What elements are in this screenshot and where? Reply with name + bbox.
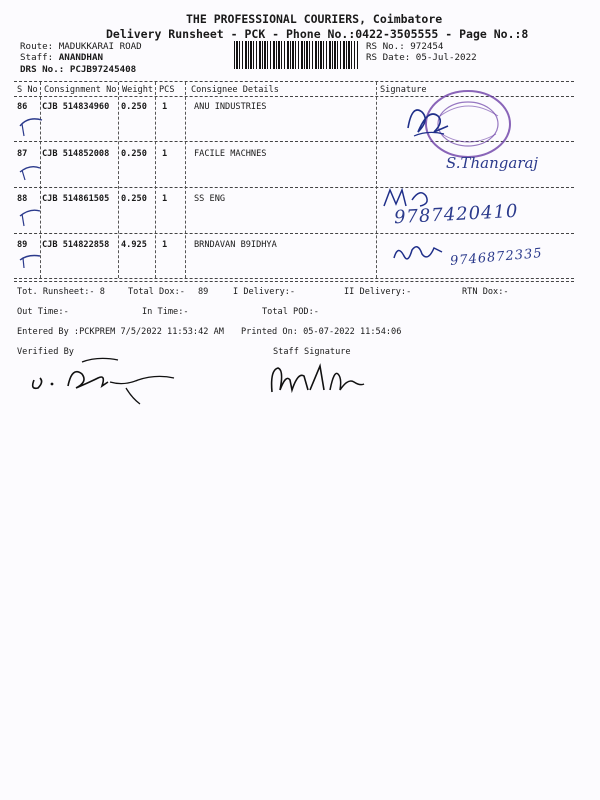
row-pcs: 1: [162, 102, 168, 112]
i-delivery: I Delivery:-: [233, 287, 296, 297]
rs-date: RS Date: 05-Jul-2022: [366, 52, 477, 63]
row-pcs: 1: [162, 240, 168, 250]
total-dox-label: Total Dox:-: [128, 287, 185, 297]
row-consignee: BRNDAVAN B9IDHYA: [194, 240, 277, 250]
verifier-signature: [28, 352, 178, 408]
divider: [14, 281, 574, 282]
column-separator: [118, 82, 119, 278]
column-separator: [155, 82, 156, 278]
col-header-weight: Weight: [122, 85, 154, 95]
staff-value: ANANDHAN: [58, 52, 104, 63]
rtn-dox: RTN Dox:-: [462, 287, 509, 297]
drs-label: DRS No.:: [20, 64, 65, 75]
verified-by-label: Verified By: [17, 347, 74, 357]
column-separator: [376, 82, 377, 278]
staff-signature-image: [268, 360, 378, 400]
row-weight: 0.250: [121, 102, 147, 112]
handwritten-name: S.Thangaraj: [446, 154, 539, 172]
handwritten-ticks: [18, 110, 48, 270]
row-sno: 86: [17, 102, 28, 112]
divider: [14, 278, 574, 279]
runsheet-subtitle: Delivery Runsheet - PCK - Phone No.:0422-3505555 - Page No.:8: [106, 27, 529, 41]
row-sno: 88: [17, 194, 28, 204]
row-weight: 4.925: [121, 240, 147, 250]
staff-row: [20, 52, 103, 63]
printed-on: Printed On: 05-07-2022 11:54:06: [241, 327, 402, 337]
out-time: Out Time:-: [17, 307, 69, 317]
row-consignment: CJB 514861505: [42, 194, 110, 204]
divider: [14, 233, 574, 234]
row-consignment: CJB 514852008: [42, 149, 110, 159]
staff-signature-label: Staff Signature: [273, 347, 351, 357]
column-separator: [185, 82, 186, 278]
col-header-consignee: Consignee Details: [191, 85, 279, 95]
row-consignee: SS ENG: [194, 194, 226, 204]
total-dox-value: 89: [198, 287, 209, 297]
row-sno: 87: [17, 149, 28, 159]
ii-delivery: II Delivery:-: [344, 287, 412, 297]
row-weight: 0.250: [121, 149, 147, 159]
col-header-signature: Signature: [380, 85, 427, 95]
handwritten-phone: 9746872335: [449, 245, 544, 270]
row-sno: 89: [17, 240, 28, 250]
col-header-consignment: Consignment No: [44, 85, 117, 95]
signature-scribble: [390, 240, 446, 266]
row-consignee: ANU INDUSTRIES: [194, 102, 267, 112]
total-runsheet: Tot. Runsheet:- 8: [17, 287, 105, 297]
company-title: THE PROFESSIONAL COURIERS, Coimbatore: [186, 12, 443, 26]
handwritten-phone: 9787420410: [393, 200, 519, 229]
barcode-image: [234, 41, 358, 69]
row-weight: 0.250: [121, 194, 147, 204]
drs-row: [20, 64, 136, 75]
row-pcs: 1: [162, 149, 168, 159]
staff-label: Staff:: [20, 52, 54, 63]
row-consignee: FACILE MACHNES: [194, 149, 267, 159]
signature-scribble: [404, 98, 454, 144]
route-text: Route: MADUKKARAI ROAD: [20, 41, 142, 52]
total-pod: Total POD:-: [262, 307, 319, 317]
rs-number: RS No.: 972454: [366, 41, 444, 52]
row-consignment: CJB 514822858: [42, 240, 110, 250]
col-header-sno: S No: [17, 85, 38, 95]
col-header-pcs: PCS: [159, 85, 175, 95]
row-consignment: CJB 514834960: [42, 102, 110, 112]
in-time: In Time:-: [142, 307, 189, 317]
entered-by: Entered By :PCKPREM 7/5/2022 11:53:42 AM: [17, 327, 224, 337]
drs-value: PCJB97245408: [69, 64, 137, 75]
row-pcs: 1: [162, 194, 168, 204]
divider: [14, 81, 574, 82]
divider: [14, 187, 574, 188]
